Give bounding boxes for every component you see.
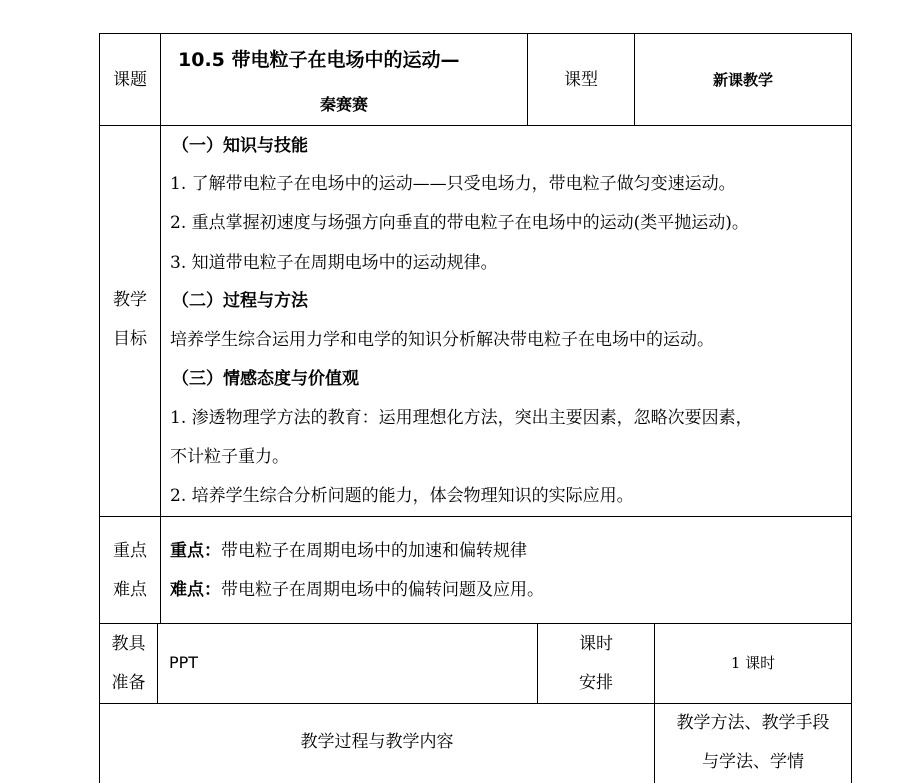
row-divider (99, 125, 852, 126)
schedule-label-line2: 安排 (579, 673, 613, 693)
objective-item: 1. 了解带电粒子在电场中的运动——只受电场力，带电粒子做匀变速运动。 (170, 174, 736, 194)
method-header-line1: 教学方法、教学手段 (676, 713, 830, 733)
row-divider (99, 703, 852, 704)
objective-item: 1. 渗透物理学方法的教育：运用理想化方法，突出主要因素，忽略次要因素， (170, 408, 753, 428)
keypoints-label-line1: 重点 (113, 541, 147, 561)
key-point-text: 带电粒子在周期电场中的加速和偏转规律 (221, 541, 527, 561)
objective-item: 3. 知道带电粒子在周期电场中的运动规律。 (170, 253, 498, 273)
prep-label-line1: 教具 (111, 634, 146, 654)
objective-item: 2. 重点掌握初速度与场强方向垂直的带电粒子在电场中的运动(类平抛运动)。 (170, 213, 749, 233)
objectives-label-line2: 目标 (113, 329, 147, 349)
tools-value: PPT (169, 653, 199, 672)
keypoints-label-line2: 难点 (113, 580, 147, 600)
table-border-right (851, 33, 852, 783)
section-heading: （一）知识与技能 (172, 136, 308, 156)
difficult-point-text: 带电粒子在周期电场中的偏转问题及应用。 (221, 580, 544, 600)
objective-item: 2. 培养学生综合分析问题的能力，体会物理知识的实际应用。 (170, 486, 634, 506)
type-value: 新课教学 (712, 71, 773, 89)
type-label: 课型 (564, 70, 598, 90)
difficult-point-label: 难点： (170, 580, 221, 600)
objectives-label-line1: 教学 (113, 290, 147, 310)
objective-item-continued: 不计粒子重力。 (170, 447, 289, 467)
objective-item: 培养学生综合运用力学和电学的知识分析解决带电粒子在电场中的运动。 (170, 330, 714, 350)
difficult-point (170, 580, 544, 600)
section-heading: （三）情感态度与价值观 (172, 369, 359, 389)
schedule-value: 1 课时 (730, 654, 776, 672)
column-divider (157, 623, 158, 703)
schedule-label-line1: 课时 (579, 634, 613, 654)
key-point (170, 541, 527, 561)
key-point-label: 重点： (170, 541, 221, 561)
row-divider (99, 623, 852, 624)
table-border-top (99, 33, 852, 34)
row-divider (99, 516, 852, 517)
section-heading: （二）过程与方法 (172, 291, 308, 311)
column-divider (160, 33, 161, 623)
author-name: 秦赛赛 (319, 95, 368, 114)
table-border-left (99, 33, 100, 783)
content-header: 教学过程与教学内容 (300, 732, 454, 752)
prep-label-line2: 准备 (111, 673, 146, 693)
course-label: 课题 (113, 70, 147, 90)
lesson-title: 10.5 带电粒子在电场中的运动— (178, 49, 460, 71)
method-header-line2: 与学法、学情 (702, 752, 804, 772)
